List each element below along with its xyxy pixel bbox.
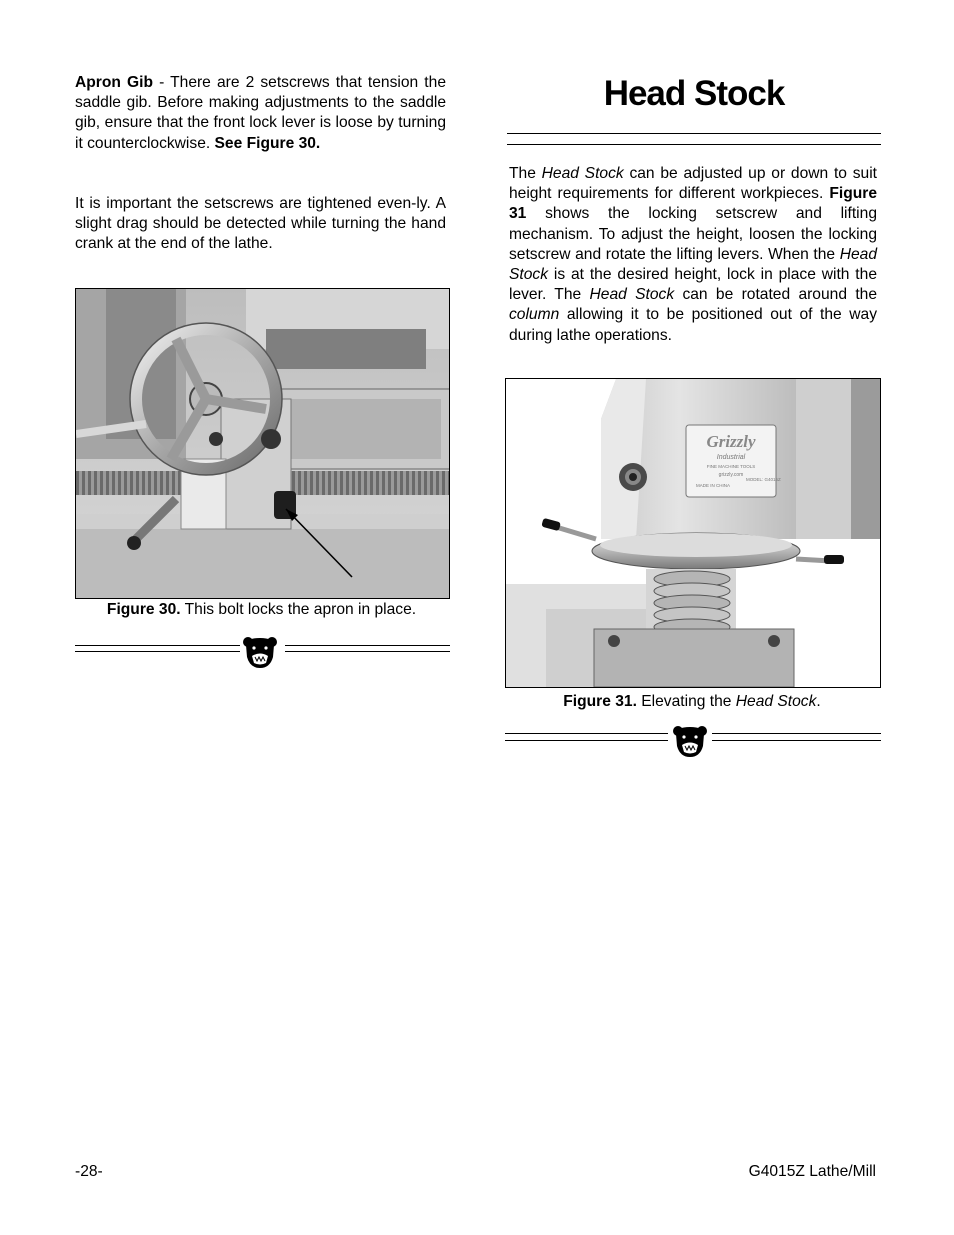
bellows [654, 571, 730, 635]
head-stock-photo [506, 379, 880, 687]
plate-origin: MADE IN CHINA [696, 483, 731, 488]
body-text: can be rotated around the [674, 286, 877, 304]
lathe-apron-photo [76, 289, 449, 598]
body-text: can be adjusted up or down to suit height requirements for different workpieces. [509, 165, 877, 203]
head-stock-paragraph [509, 164, 877, 346]
body-text: is at the desired height, lock in place with the lever. The [509, 266, 877, 304]
figure-30-caption-text: This bolt locks the apron in place. [180, 601, 417, 618]
term-head-stock: Head Stock [509, 245, 877, 284]
body-text: The [509, 165, 542, 182]
product-name: G4015Z Lathe/Mill [748, 1163, 876, 1180]
title-rule-lower [507, 144, 881, 145]
plate-site: grizzly.com [718, 472, 744, 478]
body-text: allowing it to be positioned out of the way during lathe operations. [509, 306, 877, 344]
section-divider-right [505, 723, 881, 759]
apron-gib-heading: Apron Gib [75, 74, 153, 91]
figure-31-ref: Figure 31 [509, 185, 877, 223]
plate-model: MODEL: G4015Z [746, 477, 781, 482]
figure-31-caption-text: Elevating the [636, 693, 736, 710]
plate-sub: Industrial [716, 454, 746, 461]
plate-line: FINE MACHINE TOOLS [706, 464, 756, 469]
page-title: Head Stock [603, 74, 785, 113]
figure-31-caption [505, 693, 879, 711]
apron-gib-paragraph [75, 73, 446, 154]
figure-30-photo [75, 288, 450, 599]
figure-31-label: Figure 31. [563, 693, 637, 710]
body-text: shows the locking setscrew and lifting mechanism. To adjust the height, loosen the locking setscrew and rotate the lifting levers. When the [509, 205, 877, 263]
see-figure-30-ref: See Figure 30. [214, 134, 321, 152]
bear-head-icon [672, 723, 708, 759]
figure-31-photo [505, 378, 881, 688]
setscrews-paragraph: It is important the setscrews are tightened even-ly. A slight drag should be detected while turning the hand crank at the end of the lathe. [75, 195, 446, 253]
plate-brand: Grizzly [706, 432, 756, 451]
title-rule [507, 133, 881, 134]
term-column: column [509, 306, 560, 324]
figure-31-caption-end: . [816, 693, 821, 710]
term-head-stock: Head Stock [589, 286, 675, 304]
figure-30-caption [75, 601, 448, 619]
apron-gib-text: - There are 2 setscrews that tension the saddle gib. Before making adjustments to the saddle gib, ensure that the front lock lever is loose by turning it counterclockwise. [75, 74, 446, 152]
section-divider-left [75, 635, 450, 669]
bear-head-icon [242, 635, 278, 669]
term-head-stock: Head Stock [541, 165, 624, 182]
page-number: -28- [75, 1163, 103, 1180]
figure-30-label: Figure 30. [106, 601, 181, 618]
figure-31-caption-term: Head Stock [735, 693, 817, 710]
